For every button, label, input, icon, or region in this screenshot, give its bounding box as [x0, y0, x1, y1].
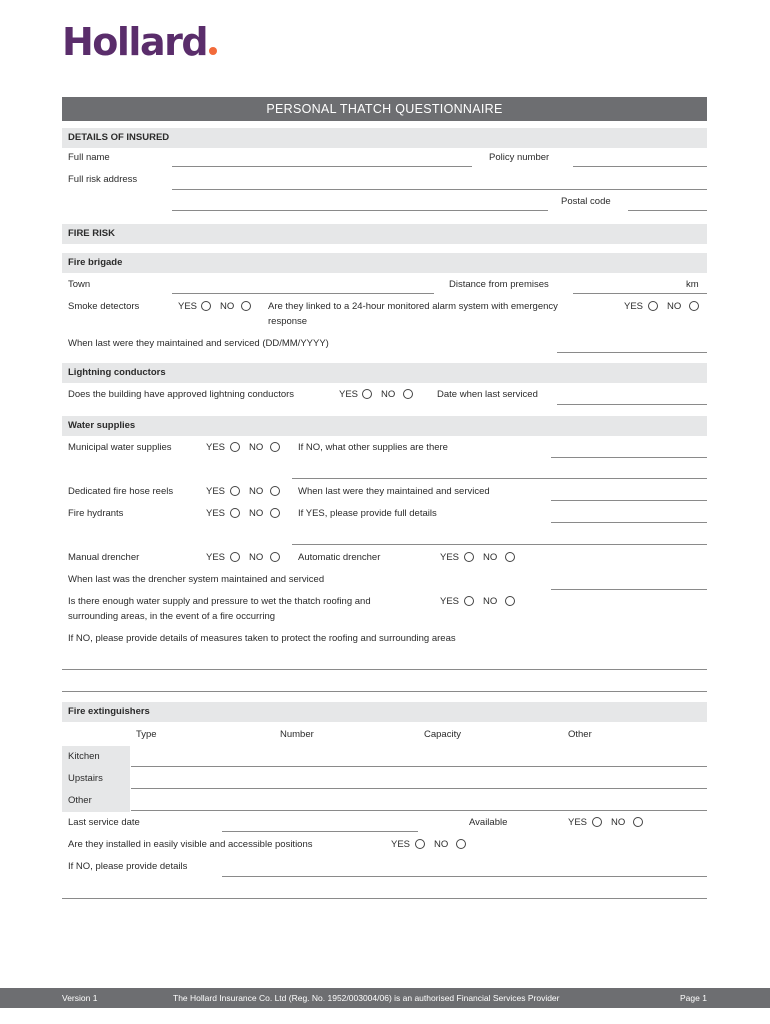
hydrants-label: Fire hydrants — [68, 508, 124, 519]
logo-dot — [209, 47, 217, 55]
hollard-logo — [62, 20, 217, 64]
lightning-date-field[interactable] — [557, 404, 707, 405]
hose-no-label: NO — [249, 486, 264, 497]
smoke-yes-label: YES — [178, 301, 198, 312]
auto-yes-radio[interactable] — [464, 552, 474, 562]
municipal-no-label: NO — [249, 442, 264, 453]
section-details-of-insured: DETAILS OF INSURED — [62, 128, 707, 148]
pressure-no-radio[interactable] — [505, 596, 515, 606]
hose-maintained-label: When last were they maintained and serviced — [298, 486, 490, 497]
other-supplies-field-1[interactable] — [551, 457, 707, 458]
lightning-question: Does the building have approved lightning conductors — [68, 389, 295, 400]
visible-yes-radio[interactable] — [415, 839, 425, 849]
auto-drencher-label: Automatic drencher — [298, 552, 381, 563]
section-fire-brigade: Fire brigade — [62, 253, 707, 273]
row-other: Other — [68, 795, 92, 806]
available-yes-label: YES — [568, 817, 588, 828]
logo-text: Hollard — [62, 20, 208, 64]
linked-yes-radio[interactable] — [648, 301, 658, 311]
column-other: Other — [568, 729, 592, 740]
hose-reels-label: Dedicated fire hose reels — [68, 486, 174, 497]
postal-code-label: Postal code — [561, 196, 611, 207]
manual-no-radio[interactable] — [270, 552, 280, 562]
linked-question-line2: response — [268, 316, 308, 327]
row-kitchen: Kitchen — [68, 751, 100, 762]
visible-yes-label: YES — [391, 839, 411, 850]
hydrants-yes-label: YES — [206, 508, 226, 519]
municipal-no-radio[interactable] — [270, 442, 280, 452]
address-line-2-field[interactable] — [172, 210, 548, 211]
pressure-question-line2: surrounding areas, in the event of a fire occurring — [68, 611, 276, 622]
manual-yes-radio[interactable] — [230, 552, 240, 562]
ext-details-label: If NO, please provide details — [68, 861, 188, 872]
auto-no-radio[interactable] — [505, 552, 515, 562]
hydrants-no-radio[interactable] — [270, 508, 280, 518]
hydrants-details-field-2[interactable] — [292, 544, 707, 545]
smoke-no-label: NO — [220, 301, 235, 312]
town-field[interactable] — [172, 293, 434, 294]
full-name-label: Full name — [68, 152, 110, 163]
row-upstairs: Upstairs — [68, 773, 103, 784]
column-type: Type — [136, 729, 157, 740]
hose-no-radio[interactable] — [270, 486, 280, 496]
lightning-yes-label: YES — [339, 389, 359, 400]
municipal-yes-label: YES — [206, 442, 226, 453]
ext-details-field-2[interactable] — [62, 898, 707, 899]
auto-no-label: NO — [483, 552, 498, 563]
other-supplies-label: If NO, what other supplies are there — [298, 442, 448, 453]
available-no-label: NO — [611, 817, 626, 828]
section-fire-risk: FIRE RISK — [62, 224, 707, 244]
ext-details-field-1[interactable] — [222, 876, 707, 877]
manual-yes-label: YES — [206, 552, 226, 563]
other-row-field[interactable] — [131, 810, 707, 811]
drencher-maintained-field[interactable] — [551, 589, 707, 590]
linked-yes-label: YES — [624, 301, 644, 312]
municipal-label: Municipal water supplies — [68, 442, 172, 453]
maintained-date-field[interactable] — [557, 352, 707, 353]
full-name-field[interactable] — [172, 166, 472, 167]
column-capacity: Capacity — [424, 729, 461, 740]
smoke-yes-radio[interactable] — [201, 301, 211, 311]
full-risk-address-label: Full risk address — [68, 174, 138, 185]
hydrants-details-label: If YES, please provide full details — [298, 508, 437, 519]
hydrants-details-field-1[interactable] — [551, 522, 707, 523]
lightning-yes-radio[interactable] — [362, 389, 372, 399]
footer-legal: The Hollard Insurance Co. Ltd (Reg. No. 1952/003004/06) is an authorised Financial Services Provider — [173, 993, 560, 1003]
kitchen-row-field[interactable] — [131, 766, 707, 767]
address-line-1-field[interactable] — [172, 189, 707, 190]
measures-label: If NO, please provide details of measures taken to protect the roofing and surrounding areas — [68, 633, 456, 644]
section-water-supplies: Water supplies — [62, 416, 707, 436]
linked-question-line1: Are they linked to a 24-hour monitored alarm system with emergency — [268, 301, 558, 312]
pressure-no-label: NO — [483, 596, 498, 607]
footer-page: Page 1 — [680, 993, 707, 1003]
last-service-label: Last service date — [68, 817, 140, 828]
section-fire-extinguishers: Fire extinguishers — [62, 702, 707, 722]
lightning-no-label: NO — [381, 389, 396, 400]
policy-number-field[interactable] — [573, 166, 707, 167]
linked-no-label: NO — [667, 301, 682, 312]
hydrants-yes-radio[interactable] — [230, 508, 240, 518]
form-title: PERSONAL THATCH QUESTIONNAIRE — [62, 97, 707, 121]
manual-drencher-label: Manual drencher — [68, 552, 140, 563]
distance-field[interactable] — [573, 293, 707, 294]
upstairs-row-field[interactable] — [131, 788, 707, 789]
available-yes-radio[interactable] — [592, 817, 602, 827]
pressure-yes-radio[interactable] — [464, 596, 474, 606]
policy-number-label: Policy number — [489, 152, 550, 163]
distance-label: Distance from premises — [449, 279, 549, 290]
pressure-yes-label: YES — [440, 596, 460, 607]
pressure-question-line1: Is there enough water supply and pressure to wet the thatch roofing and — [68, 596, 371, 607]
lightning-date-label: Date when last serviced — [437, 389, 538, 400]
measures-field-2[interactable] — [62, 691, 707, 692]
smoke-detectors-label: Smoke detectors — [68, 301, 140, 312]
lightning-no-radio[interactable] — [403, 389, 413, 399]
postal-code-field[interactable] — [628, 210, 707, 211]
visible-no-label: NO — [434, 839, 449, 850]
hose-yes-radio[interactable] — [230, 486, 240, 496]
linked-no-radio[interactable] — [689, 301, 699, 311]
drencher-maintained-label: When last was the drencher system maintained and serviced — [68, 574, 325, 585]
column-number: Number — [280, 729, 314, 740]
section-lightning-conductors: Lightning conductors — [62, 363, 707, 383]
measures-field-1[interactable] — [62, 669, 707, 670]
municipal-yes-radio[interactable] — [230, 442, 240, 452]
available-no-radio[interactable] — [633, 817, 643, 827]
hose-maintained-field[interactable] — [551, 500, 707, 501]
last-service-field[interactable] — [222, 831, 418, 832]
maintained-label: When last were they maintained and serviced (DD/MM/YYYY) — [68, 338, 329, 349]
manual-no-label: NO — [249, 552, 264, 563]
hydrants-no-label: NO — [249, 508, 264, 519]
smoke-no-radio[interactable] — [241, 301, 251, 311]
visible-question: Are they installed in easily visible and accessible positions — [68, 839, 313, 850]
other-supplies-field-2[interactable] — [292, 478, 707, 479]
visible-no-radio[interactable] — [456, 839, 466, 849]
footer-version: Version 1 — [62, 993, 98, 1003]
available-label: Available — [469, 817, 508, 828]
auto-yes-label: YES — [440, 552, 460, 563]
hose-yes-label: YES — [206, 486, 226, 497]
footer-bar — [0, 988, 770, 1008]
town-label: Town — [68, 279, 91, 290]
km-unit: km — [686, 279, 699, 290]
